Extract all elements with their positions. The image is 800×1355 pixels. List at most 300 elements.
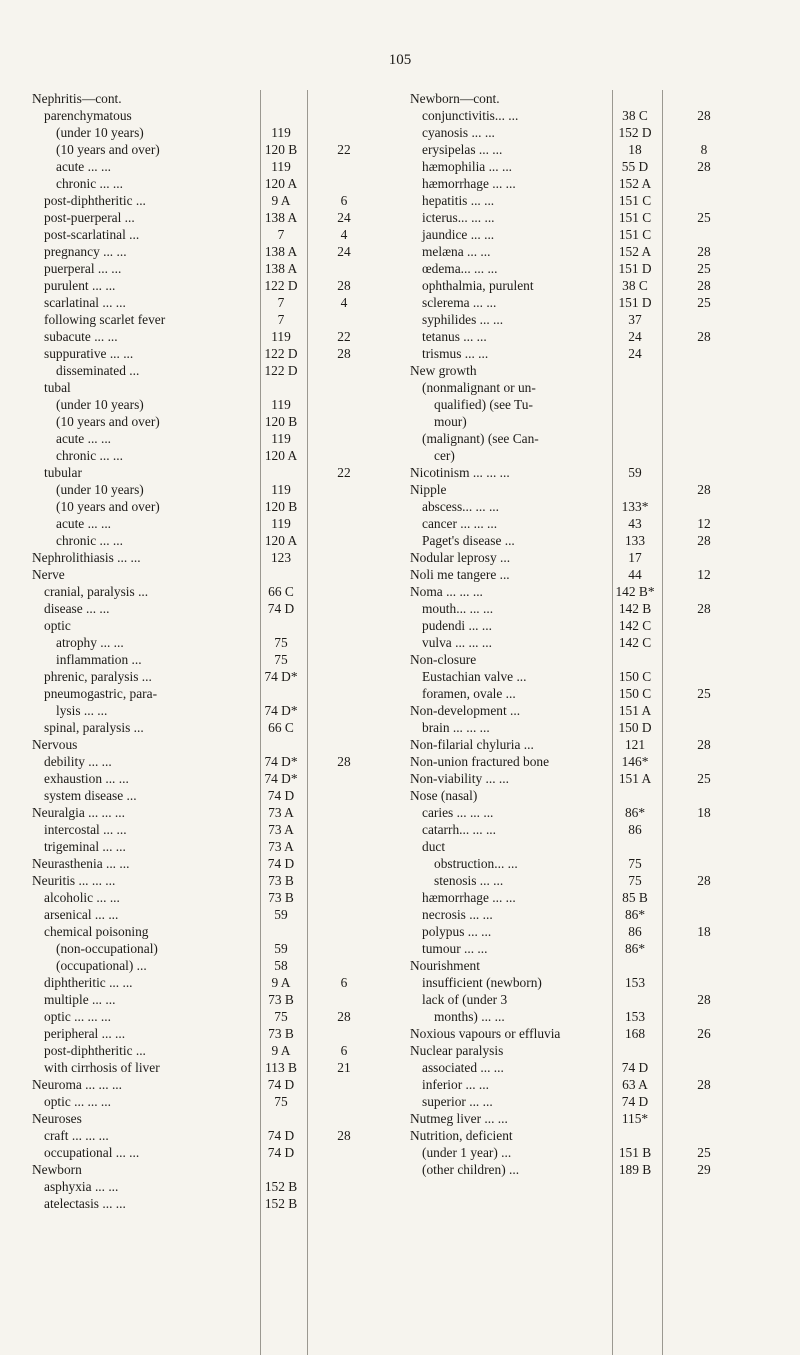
index-entry — [32, 685, 402, 702]
entry-reference: 59 — [628, 465, 642, 480]
entry-reference: 75 — [274, 652, 288, 667]
entry-age-group: 21 — [337, 1060, 351, 1075]
index-entry — [410, 906, 780, 923]
entry-reference: 86* — [624, 941, 646, 956]
index-entry — [410, 243, 780, 260]
entry-term: following scarlet fever — [44, 312, 166, 327]
entry-term: Nervous — [32, 737, 78, 752]
entry-reference: 119 — [271, 482, 291, 497]
index-entry — [32, 906, 402, 923]
entry-age-group: 22 — [337, 142, 351, 157]
entry-age-group: 28 — [697, 159, 711, 174]
entry-term: pneumogastric, para- — [44, 686, 158, 701]
entry-term: parenchymatous — [44, 108, 132, 123]
index-entry — [32, 974, 402, 991]
entry-term: (10 years and over) — [56, 414, 160, 429]
entry-term: atelectasis ... ... — [44, 1196, 126, 1211]
entry-age-group: 22 — [337, 329, 351, 344]
entry-reference: 153 — [624, 1009, 646, 1024]
entry-age-group: 28 — [697, 278, 711, 293]
entry-reference: 119 — [271, 125, 291, 140]
entry-term: Neuroma ... ... ... — [32, 1077, 122, 1092]
entry-term: lysis ... ... — [56, 703, 108, 718]
entry-term: chronic ... ... — [56, 533, 123, 548]
entry-reference: 73 B — [268, 992, 294, 1007]
entry-term: foramen, ovale ... — [422, 686, 516, 701]
index-entry — [32, 515, 402, 532]
index-entry — [410, 770, 780, 787]
entry-reference: 138 A — [264, 261, 298, 276]
entry-term: Nipple — [410, 482, 447, 497]
entry-term: post-diphtheritic ... — [44, 193, 146, 208]
entry-reference: 122 D — [264, 346, 298, 361]
entry-term: necrosis ... ... — [422, 907, 493, 922]
index-entry — [410, 515, 780, 532]
entry-term: intercostal ... ... — [44, 822, 127, 837]
index-entry — [410, 209, 780, 226]
index-entry — [410, 124, 780, 141]
index-entry — [32, 736, 402, 753]
index-entry — [32, 311, 402, 328]
entry-term: chronic ... ... — [56, 176, 123, 191]
entry-term: occupational ... ... — [44, 1145, 140, 1160]
entry-reference: 74 D — [267, 856, 295, 871]
index-entry — [32, 668, 402, 685]
entry-reference: 120 A — [264, 448, 298, 463]
entry-reference: 24 — [628, 346, 642, 361]
index-entry — [410, 1025, 780, 1042]
entry-age-group: 4 — [340, 295, 348, 310]
entry-term: purulent ... ... — [44, 278, 116, 293]
entry-reference: 7 — [277, 312, 285, 327]
entry-term: (under 10 years) — [56, 397, 144, 412]
entry-term: Newborn — [32, 1162, 82, 1177]
entry-reference: 119 — [271, 329, 291, 344]
entry-term: Nourishment — [410, 958, 480, 973]
entry-term: atrophy ... ... — [56, 635, 124, 650]
index-entry — [410, 736, 780, 753]
entry-term: jaundice ... ... — [422, 227, 495, 242]
index-entry — [32, 362, 402, 379]
index-entry — [32, 583, 402, 600]
index-entry — [32, 1076, 402, 1093]
entry-age-group: 28 — [697, 1077, 711, 1092]
entry-age-group: 28 — [697, 329, 711, 344]
entry-reference: 7 — [277, 227, 285, 242]
entry-term: craft ... ... ... — [44, 1128, 109, 1143]
entry-term: obstruction... ... — [434, 856, 518, 871]
entry-age-group: 8 — [700, 142, 708, 157]
entry-reference: 142 B — [618, 601, 652, 616]
entry-age-group: 28 — [697, 992, 711, 1007]
entry-reference: 9 A — [271, 1043, 291, 1058]
entry-reference: 63 A — [622, 1077, 648, 1092]
entry-term: associated ... ... — [422, 1060, 504, 1075]
entry-age-group: 28 — [697, 737, 711, 752]
index-entry — [410, 787, 780, 804]
index-entry — [410, 923, 780, 940]
entry-term: (other children) ... — [422, 1162, 520, 1177]
index-entries-right — [410, 90, 780, 1178]
index-entry — [32, 294, 402, 311]
entry-term: insufficient (newborn) — [422, 975, 542, 990]
entry-reference: 123 — [270, 550, 292, 565]
entry-term: post-diphtheritic ... — [44, 1043, 146, 1058]
index-entry — [32, 1042, 402, 1059]
entry-reference: 142 C — [618, 635, 652, 650]
index-entry — [32, 379, 402, 396]
index-column-left — [32, 90, 402, 1212]
index-entry — [410, 651, 780, 668]
entry-term: superior ... ... — [422, 1094, 493, 1109]
entry-term: œdema... ... ... — [422, 261, 498, 276]
entry-term: puerperal ... ... — [44, 261, 122, 276]
index-entry — [32, 277, 402, 294]
entry-age-group: 24 — [337, 244, 351, 259]
entry-reference: 44 — [628, 567, 642, 582]
entry-reference: 152 B — [264, 1196, 298, 1211]
index-entries-left — [32, 90, 402, 1212]
index-entry — [410, 719, 780, 736]
entry-term: Nutmeg liver ... ... — [410, 1111, 508, 1126]
entry-reference: 119 — [271, 516, 291, 531]
entry-reference: 189 B — [618, 1162, 652, 1177]
index-entry — [410, 311, 780, 328]
index-entry — [32, 430, 402, 447]
index-entry — [410, 957, 780, 974]
index-entry — [32, 957, 402, 974]
entry-term: phrenic, paralysis ... — [44, 669, 152, 684]
entry-term: asphyxia ... ... — [44, 1179, 119, 1194]
index-entry — [410, 872, 780, 889]
entry-term: Neuritis ... ... ... — [32, 873, 116, 888]
index-entry — [410, 804, 780, 821]
entry-age-group: 25 — [697, 1145, 711, 1160]
entry-term: Non-union fractured bone — [410, 754, 550, 769]
index-entry — [32, 1008, 402, 1025]
entry-term: Neuralgia ... ... ... — [32, 805, 125, 820]
entry-age-group: 29 — [697, 1162, 711, 1177]
entry-reference: 138 A — [264, 244, 298, 259]
index-entry — [32, 991, 402, 1008]
entry-reference: 37 — [628, 312, 642, 327]
entry-term: cancer ... ... ... — [422, 516, 498, 531]
entry-reference: 151 A — [618, 771, 652, 786]
entry-age-group: 25 — [697, 686, 711, 701]
entry-term: Non-closure — [410, 652, 477, 667]
index-entry — [410, 362, 780, 379]
index-entry — [32, 107, 402, 124]
entry-age-group: 18 — [697, 805, 711, 820]
entry-reference: 75 — [628, 873, 642, 888]
entry-term: abscess... ... ... — [422, 499, 499, 514]
entry-term: hæmorrhage ... ... — [422, 890, 516, 905]
entry-reference: 74 D — [621, 1060, 649, 1075]
index-entry — [410, 277, 780, 294]
entry-term: (under 1 year) ... — [422, 1145, 512, 1160]
entry-reference: 120 B — [264, 499, 298, 514]
index-entry — [410, 1144, 780, 1161]
index-entry — [410, 532, 780, 549]
index-entry — [32, 1127, 402, 1144]
entry-age-group: 28 — [337, 754, 351, 769]
index-entry — [410, 413, 780, 430]
entry-reference: 59 — [274, 907, 288, 922]
entry-reference: 74 D* — [264, 703, 298, 718]
index-entry — [410, 294, 780, 311]
index-entry — [32, 600, 402, 617]
entry-age-group: 6 — [340, 975, 348, 990]
index-entry — [32, 260, 402, 277]
index-entry — [410, 940, 780, 957]
entry-term: Non-filarial chyluria ... — [410, 737, 534, 752]
index-entry — [32, 124, 402, 141]
entry-reference: 24 — [628, 329, 642, 344]
index-entry — [410, 566, 780, 583]
index-entry — [32, 158, 402, 175]
entry-term: stenosis ... ... — [434, 873, 504, 888]
entry-term: cranial, paralysis ... — [44, 584, 149, 599]
entry-reference: 120 A — [264, 176, 298, 191]
entry-reference: 120 B — [264, 142, 298, 157]
index-entry — [32, 821, 402, 838]
entry-age-group: 6 — [340, 1043, 348, 1058]
entry-term: acute ... ... — [56, 516, 112, 531]
entry-reference: 120 A — [264, 533, 298, 548]
entry-term: conjunctivitis... ... — [422, 108, 519, 123]
entry-term: hepatitis ... ... — [422, 193, 495, 208]
entry-term: Paget's disease ... — [422, 533, 515, 548]
index-entry — [410, 192, 780, 209]
index-entry — [32, 175, 402, 192]
entry-reference: 75 — [274, 635, 288, 650]
index-entry — [410, 158, 780, 175]
index-entry — [410, 107, 780, 124]
entry-term: Noma ... ... ... — [410, 584, 483, 599]
index-entry — [32, 1110, 402, 1127]
entry-term: acute ... ... — [56, 431, 112, 446]
entry-term: (malignant) (see Can- — [422, 431, 539, 446]
entry-reference: 133 — [624, 533, 646, 548]
entry-reference: 151 D — [618, 261, 652, 276]
index-entry — [410, 481, 780, 498]
index-entry — [410, 821, 780, 838]
index-entry — [32, 209, 402, 226]
index-entry — [410, 379, 780, 396]
index-entry — [32, 498, 402, 515]
index-entry — [32, 1025, 402, 1042]
entry-age-group: 28 — [697, 482, 711, 497]
entry-term: Nerve — [32, 567, 65, 582]
entry-age-group: 26 — [697, 1026, 711, 1041]
entry-term: Newborn—cont. — [410, 91, 500, 106]
entry-term: tetanus ... ... — [422, 329, 487, 344]
entry-reference: 152 A — [618, 244, 652, 259]
index-entry — [410, 855, 780, 872]
entry-age-group: 28 — [337, 1128, 351, 1143]
entry-reference: 151 C — [618, 227, 652, 242]
entry-term: exhaustion ... ... — [44, 771, 129, 786]
entry-reference: 73 A — [268, 805, 294, 820]
index-entry — [32, 940, 402, 957]
entry-age-group: 22 — [337, 465, 351, 480]
index-entry — [32, 90, 402, 107]
index-entry — [410, 991, 780, 1008]
index-entry — [410, 498, 780, 515]
index-entry — [410, 702, 780, 719]
entry-term: multiple ... ... — [44, 992, 116, 1007]
entry-term: Non-development ... — [410, 703, 521, 718]
index-entry — [32, 1144, 402, 1161]
entry-age-group: 25 — [697, 261, 711, 276]
entry-term: debility ... ... — [44, 754, 112, 769]
index-entry — [32, 838, 402, 855]
entry-reference: 119 — [271, 397, 291, 412]
index-entry — [410, 753, 780, 770]
index-entry — [410, 396, 780, 413]
index-column-right — [410, 90, 780, 1178]
entry-reference: 150 C — [618, 669, 652, 684]
entry-reference: 86* — [624, 907, 646, 922]
entry-reference: 73 B — [268, 890, 294, 905]
entry-reference: 66 C — [268, 584, 294, 599]
entry-reference: 73 A — [268, 839, 294, 854]
entry-age-group: 6 — [340, 193, 348, 208]
index-entry — [410, 1076, 780, 1093]
index-entry — [410, 328, 780, 345]
entry-reference: 142 C — [618, 618, 652, 633]
index-entry — [410, 1042, 780, 1059]
entry-reference: 86 — [628, 924, 642, 939]
entry-term: brain ... ... ... — [422, 720, 490, 735]
entry-term: diphtheritic ... ... — [44, 975, 133, 990]
entry-term: optic ... ... ... — [44, 1009, 111, 1024]
entry-term: syphilides ... ... — [422, 312, 504, 327]
index-entry — [32, 1093, 402, 1110]
entry-term: catarrh... ... ... — [422, 822, 496, 837]
entry-term: months) ... ... — [434, 1009, 505, 1024]
entry-reference: 86 — [628, 822, 642, 837]
entry-reference: 151 C — [618, 210, 652, 225]
entry-term: erysipelas ... ... — [422, 142, 503, 157]
entry-term: Nephritis—cont. — [32, 91, 122, 106]
entry-term: Nuclear paralysis — [410, 1043, 504, 1058]
entry-reference: 133* — [621, 499, 649, 514]
entry-term: subacute ... ... — [44, 329, 118, 344]
entry-term: alcoholic ... ... — [44, 890, 120, 905]
entry-term: sclerema ... ... — [422, 295, 497, 310]
index-entry — [32, 1195, 402, 1212]
entry-term: spinal, paralysis ... — [44, 720, 144, 735]
entry-age-group: 25 — [697, 210, 711, 225]
index-entry — [410, 1110, 780, 1127]
entry-age-group: 12 — [697, 516, 711, 531]
entry-term: post-scarlatinal ... — [44, 227, 140, 242]
entry-term: with cirrhosis of liver — [44, 1060, 160, 1075]
entry-reference: 7 — [277, 295, 285, 310]
entry-term: Nutrition, deficient — [410, 1128, 513, 1143]
index-entry — [32, 787, 402, 804]
entry-term: Nose (nasal) — [410, 788, 478, 803]
entry-age-group: 28 — [697, 108, 711, 123]
entry-term: Nodular leprosy ... — [410, 550, 511, 565]
index-entry — [410, 1008, 780, 1025]
index-entry — [410, 634, 780, 651]
index-entry — [410, 430, 780, 447]
entry-term: Nephrolithiasis ... ... — [32, 550, 141, 565]
entry-reference: 75 — [628, 856, 642, 871]
entry-reference: 115* — [621, 1111, 649, 1126]
entry-reference: 73 A — [268, 822, 294, 837]
entry-term: New growth — [410, 363, 477, 378]
entry-age-group: 28 — [337, 346, 351, 361]
index-entry — [32, 855, 402, 872]
entry-age-group: 28 — [697, 601, 711, 616]
entry-term: (10 years and over) — [56, 499, 160, 514]
entry-term: acute ... ... — [56, 159, 112, 174]
entry-term: system disease ... — [44, 788, 137, 803]
entry-term: peripheral ... ... — [44, 1026, 126, 1041]
index-entry — [32, 141, 402, 158]
index-entry — [410, 1093, 780, 1110]
entry-reference: 152 D — [618, 125, 652, 140]
index-entry — [410, 889, 780, 906]
entry-reference: 9 A — [271, 975, 291, 990]
entry-term: pudendi ... ... — [422, 618, 492, 633]
entry-term: tumour ... ... — [422, 941, 488, 956]
index-entry — [410, 549, 780, 566]
entry-reference: 74 D — [621, 1094, 649, 1109]
entry-term: trismus ... ... — [422, 346, 489, 361]
index-entry — [410, 685, 780, 702]
index-entry — [32, 226, 402, 243]
entry-reference: 66 C — [268, 720, 294, 735]
entry-reference: 74 D — [267, 788, 295, 803]
entry-reference: 122 D — [264, 363, 298, 378]
entry-reference: 75 — [274, 1009, 288, 1024]
index-entry — [32, 345, 402, 362]
entry-term: disease ... ... — [44, 601, 110, 616]
entry-age-group: 28 — [337, 278, 351, 293]
entry-reference: 152 A — [618, 176, 652, 191]
entry-reference: 74 D — [267, 601, 295, 616]
entry-term: inferior ... ... — [422, 1077, 489, 1092]
entry-reference: 153 — [624, 975, 646, 990]
entry-reference: 75 — [274, 1094, 288, 1109]
index-entry — [32, 243, 402, 260]
entry-reference: 85 B — [622, 890, 648, 905]
index-entry — [410, 583, 780, 600]
entry-term: cyanosis ... ... — [422, 125, 495, 140]
entry-reference: 113 B — [265, 1060, 297, 1075]
index-entry — [410, 617, 780, 634]
entry-age-group: 25 — [697, 771, 711, 786]
entry-term: inflammation ... — [56, 652, 142, 667]
index-entry — [410, 175, 780, 192]
index-entry — [32, 447, 402, 464]
entry-age-group: 18 — [697, 924, 711, 939]
index-entry — [410, 90, 780, 107]
entry-reference: 9 A — [271, 193, 291, 208]
index-entry — [32, 481, 402, 498]
index-entry — [410, 1127, 780, 1144]
entry-reference: 151 B — [618, 1145, 652, 1160]
index-entry — [32, 923, 402, 940]
entry-reference: 74 D* — [264, 669, 298, 684]
entry-age-group: 28 — [337, 1009, 351, 1024]
index-entry — [410, 1059, 780, 1076]
entry-reference: 74 D* — [264, 771, 298, 786]
